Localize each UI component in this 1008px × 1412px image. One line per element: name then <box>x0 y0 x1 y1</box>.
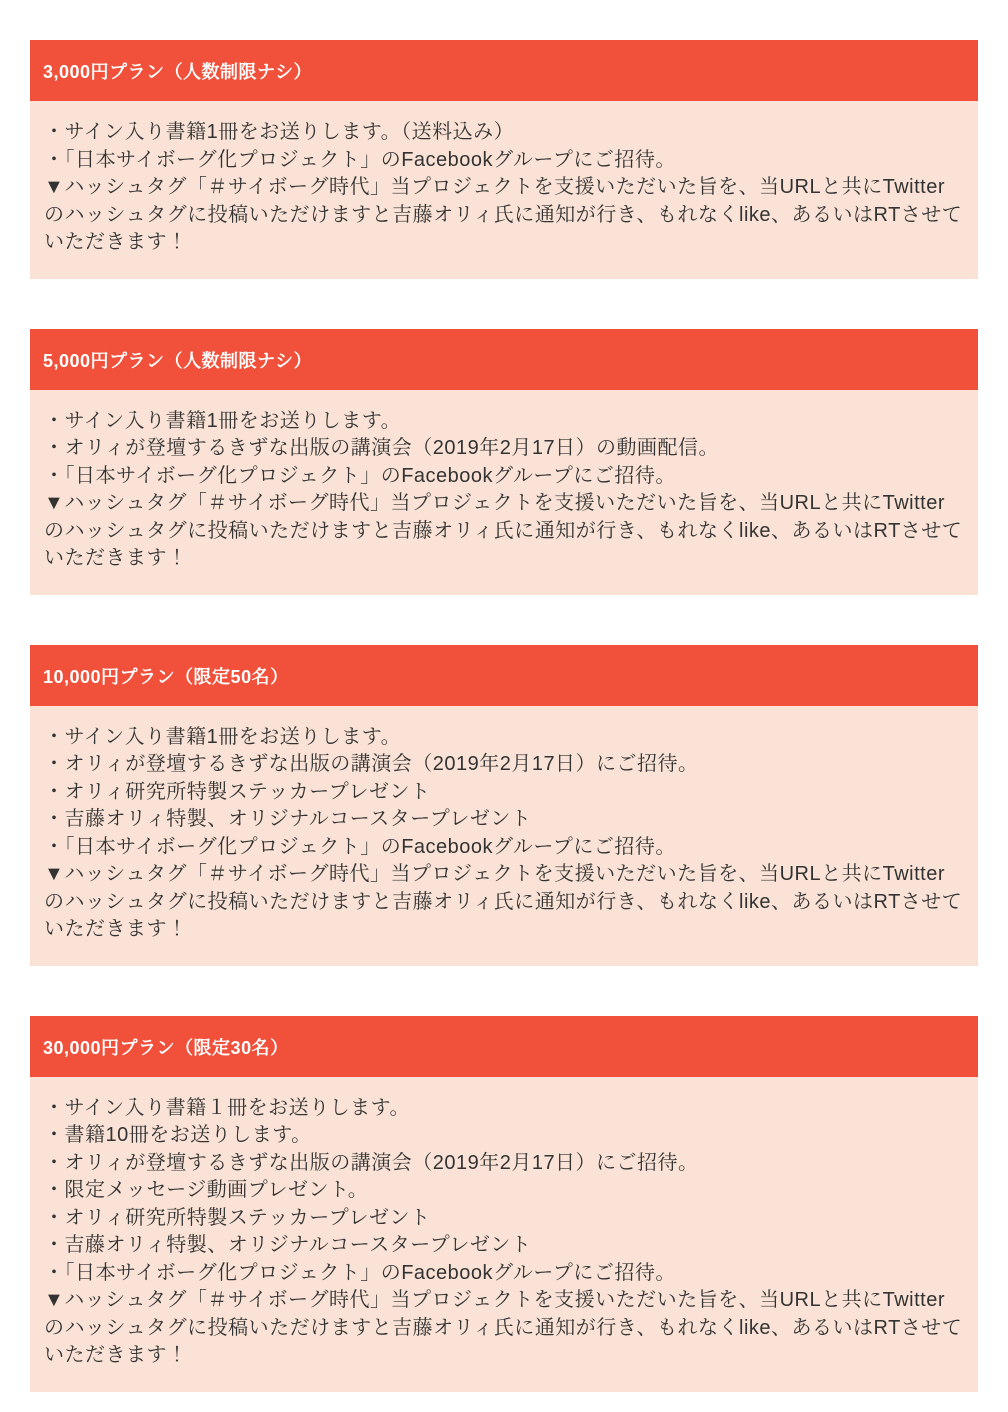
plan-card <box>30 40 978 279</box>
plan-hashtag-note: ▼ハッシュタグ「＃サイボーグ時代」当プロジェクトを支援いただいた旨を、当URLと共にTwitterのハッシュタグに投稿いただけますと吉藤オリィ氏に通知が行き、もれなくlike、あるいはRTさせていただきます！ <box>44 176 963 253</box>
plan-body <box>30 1077 978 1392</box>
plan-hashtag-note: ▼ハッシュタグ「＃サイボーグ時代」当プロジェクトを支援いただいた旨を、当URLと共にTwitterのハッシュタグに投稿いただけますと吉藤オリィ氏に通知が行き、もれなくlike、あるいはRTさせていただきます！ <box>44 863 963 940</box>
plan-body <box>30 706 978 966</box>
plan-benefit-line: ・サイン入り書籍1冊をお送りします。 <box>44 725 402 748</box>
plan-benefit-line: ・サイン入り書籍1冊をお送りします。（送料込み） <box>44 121 515 143</box>
plan-benefit-line: ・「日本サイボーグ化プロジェクト」のFacebookグループにご招待。 <box>44 148 676 171</box>
plan-benefit-line: ・オリィが登壇するきずな出版の講演会（2019年2月17日）の動画配信。 <box>44 437 720 459</box>
plan-title: 5,000円プラン（人数制限ナシ） <box>43 350 313 371</box>
plan-title: 30,000円プラン（限定30名） <box>43 1037 289 1058</box>
plan-benefit-line: ・書籍10冊をお送りします。 <box>44 1124 312 1146</box>
plan-benefit-line: ・オリィ研究所特製ステッカープレゼント <box>44 1206 431 1229</box>
plan-benefit-line: ・吉藤オリィ特製、オリジナルコースタープレゼント <box>44 1234 532 1256</box>
plan-benefit-line: ・「日本サイボーグ化プロジェクト」のFacebookグループにご招待。 <box>44 1261 676 1284</box>
plan-card <box>30 329 978 595</box>
plan-header <box>30 645 978 706</box>
plan-body <box>30 101 978 279</box>
plan-title: 10,000円プラン（限定50名） <box>43 666 289 687</box>
plan-card <box>30 1016 978 1392</box>
plan-benefit-line: ・「日本サイボーグ化プロジェクト」のFacebookグループにご招待。 <box>44 835 676 858</box>
plan-benefit-line: ・吉藤オリィ特製、オリジナルコースタープレゼント <box>44 808 532 830</box>
plan-title: 3,000円プラン（人数制限ナシ） <box>43 62 313 82</box>
plan-header <box>30 1016 978 1077</box>
plan-card <box>30 645 978 966</box>
plan-header <box>30 40 978 101</box>
plan-benefit-line: ・サイン入り書籍1冊をお送りします。 <box>44 409 402 432</box>
plan-hashtag-note: ▼ハッシュタグ「＃サイボーグ時代」当プロジェクトを支援いただいた旨を、当URLと共にTwitterのハッシュタグに投稿いただけますと吉藤オリィ氏に通知が行き、もれなくlike、あるいはRTさせていただきます！ <box>44 492 963 569</box>
plan-hashtag-note: ▼ハッシュタグ「＃サイボーグ時代」当プロジェクトを支援いただいた旨を、当URLと共にTwitterのハッシュタグに投稿いただけますと吉藤オリィ氏に通知が行き、もれなくlike、あるいはRTさせていただきます！ <box>44 1289 963 1366</box>
plan-body <box>30 390 978 595</box>
plan-benefit-line: ・オリィ研究所特製ステッカープレゼント <box>44 780 431 803</box>
plan-header <box>30 329 978 390</box>
plan-benefit-line: ・「日本サイボーグ化プロジェクト」のFacebookグループにご招待。 <box>44 464 676 487</box>
plan-benefit-line: ・オリィが登壇するきずな出版の講演会（2019年2月17日）にご招待。 <box>44 1151 699 1174</box>
plan-benefit-line: ・サイン入り書籍１冊をお送りします。 <box>44 1096 410 1119</box>
plan-benefit-line: ・オリィが登壇するきずな出版の講演会（2019年2月17日）にご招待。 <box>44 753 699 775</box>
plan-benefit-line: ・限定メッセージ動画プレゼント。 <box>44 1179 369 1201</box>
